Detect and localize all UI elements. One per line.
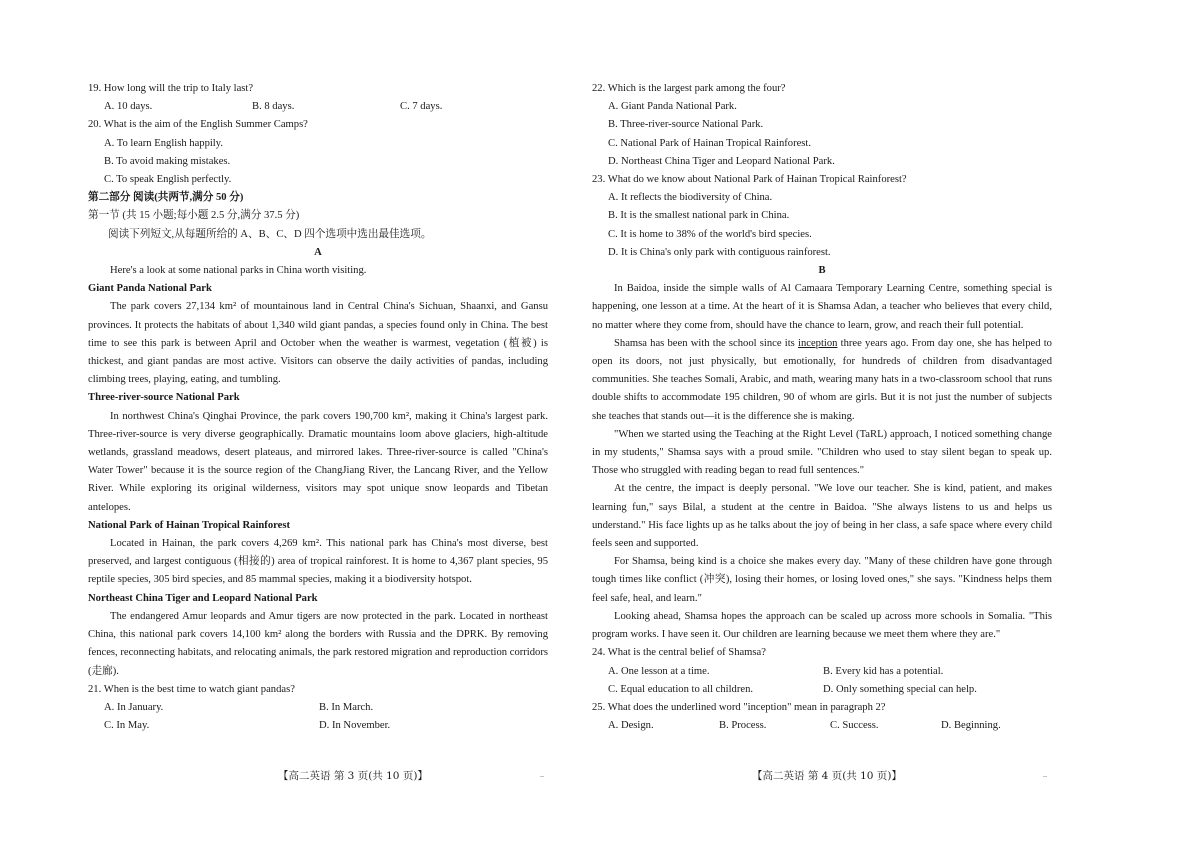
park-title-hainan: National Park of Hainan Tropical Rainforest xyxy=(88,519,290,531)
paragraph-2-before: Shamsa has been with the school since its xyxy=(614,337,799,349)
option-b: B. 8 days. xyxy=(252,101,295,113)
question-25-options xyxy=(592,717,1052,735)
footer-dots-right: .. xyxy=(1043,770,1047,779)
option-b: B. Process. xyxy=(719,720,767,732)
park-title-giant-panda: Giant Panda National Park xyxy=(88,283,212,295)
park-text-three-river: In northwest China's Qinghai Province, the park covers 190,700 km², making it China's largest park. Three-river-source is very diverse geographically. Dramatic mountains loom above glaciers, high-altitude wetlands, grassland meadows, desert plateaus, and mirrored lakes. Three-river-source is called "China's Water Tower" because it is the source region of the ChangJiang River, the Lancang River, and the Yellow River. While exploring its original wilderness, visitors may spot unique snow leopards and Tibetan antelopes. xyxy=(88,410,548,513)
footer-dots-left: .. xyxy=(540,770,544,779)
option-a: A. To learn English happily. xyxy=(104,137,224,149)
option-c: C. 7 days. xyxy=(400,101,443,113)
option-a: A. One lesson at a time. xyxy=(608,665,710,677)
question-24-options-row-1 xyxy=(592,663,1052,681)
option-b: B. To avoid making mistakes. xyxy=(104,155,231,167)
park-text-tiger-leopard: The endangered Amur leopards and Amur tigers are now protected in the park. Located in northeast China, this national park covers 14,100 km² along the borders with Russia and the DPRK. By removing fences, reconnecting habitats, and relocating animals, the park restored migration and reproduction corridors (走廊). xyxy=(88,610,548,677)
option-d: D. It is China's only park with contiguous rainforest. xyxy=(608,246,831,258)
option-a: A. Design. xyxy=(608,720,654,732)
passage-b-paragraph-4: At the centre, the impact is deeply personal. "We love our teacher. She is kind, patient, and makes learning fun," says Bilal, a student at the centre in Baidoa. "She always listens to us and helps us understand." His face lights up as he talks about the joy of being in her class, a safe space where every child feels seen and supported. xyxy=(592,483,1052,550)
park-text-giant-panda: The park covers 27,134 km² of mountainous land in Central China's Sichuan, Shaanxi, and Gansu provinces. It protects the habitats of about 1,340 wild giant pandas, a species found only in China. The best time to see this park is between April and October when the weather is warmest, vegetation (植被) is thickest, and giant pandas are most active. Visitors can observe the daily activities of pandas, including climbing trees, playing, eating, and tumbling. xyxy=(88,301,548,386)
question-25-stem: 25. What does the underlined word "inception" mean in paragraph 2? xyxy=(592,701,886,713)
passage-b-paragraph-2 xyxy=(592,335,1052,426)
question-22-stem: 22. Which is the largest park among the four? xyxy=(592,83,786,94)
question-21-options-row-1 xyxy=(88,699,548,717)
underlined-word-inception: inception xyxy=(798,337,838,349)
option-c: C. In May. xyxy=(104,720,150,732)
option-a: A. 10 days. xyxy=(104,101,153,113)
reading-instruction: 阅读下列短文,从每题所给的 A、B、C、D 四个选项中选出最佳选项。 xyxy=(108,228,432,240)
passage-a-letter: A xyxy=(314,246,322,258)
question-21-options-row-2 xyxy=(88,717,548,735)
option-c: C. It is home to 38% of the world's bird species. xyxy=(608,228,812,240)
question-19-stem: 19. How long will the trip to Italy last? xyxy=(88,83,254,94)
option-a: A. Giant Panda National Park. xyxy=(608,101,737,113)
option-c: C. Success. xyxy=(830,720,879,732)
option-d: D. In November. xyxy=(319,720,391,732)
option-d: D. Beginning. xyxy=(941,720,1001,732)
page-footer-left: 【高二英语 第 3 页(共 10 页)】 xyxy=(278,770,428,782)
option-b: B. It is the smallest national park in China. xyxy=(608,210,790,222)
option-b: B. Three-river-source National Park. xyxy=(608,119,764,131)
passage-a-intro: Here's a look at some national parks in China worth visiting. xyxy=(110,265,367,277)
passage-b-letter: B xyxy=(818,265,826,277)
right-column xyxy=(592,80,1052,735)
park-title-tiger-leopard: Northeast China Tiger and Leopard National Park xyxy=(88,592,318,604)
question-20-stem: 20. What is the aim of the English Summer Camps? xyxy=(88,119,308,131)
park-text-hainan: Located in Hainan, the park covers 4,269 km². This national park has China's most diverse, best preserved, and largest contiguous (相接的) area of tropical rainforest. It is home to 4,367 plant species, 95 reptile species, 305 bird species, and 85 mammal species, making it a biodiversity hotspot. xyxy=(88,538,548,586)
question-24-stem: 24. What is the central belief of Shamsa? xyxy=(592,647,766,659)
option-c: C. Equal education to all children. xyxy=(608,683,754,695)
passage-b-paragraph-3: "When we started using the Teaching at the Right Level (TaRL) approach, I noticed something change in my students," Shamsa says with a proud smile. "Children who used to stay silent began to speak up. Those who struggled with reading began to read full sentences." xyxy=(592,428,1052,477)
option-c: C. National Park of Hainan Tropical Rainforest. xyxy=(608,137,812,149)
question-21-stem: 21. When is the best time to watch giant pandas? xyxy=(88,683,295,695)
option-c: C. To speak English perfectly. xyxy=(104,174,232,186)
passage-b-paragraph-5: For Shamsa, being kind is a choice she makes every day. "Many of these children have gone through tough times like conflict (冲突), losing their homes, or losing loved ones," she says. "Kindness helps them feel safe, heal, and learn." xyxy=(592,556,1052,604)
left-column xyxy=(88,80,548,735)
section-1-title: 第一节 (共 15 小题;每小题 2.5 分,满分 37.5 分) xyxy=(88,210,300,222)
question-23-stem: 23. What do we know about National Park of Hainan Tropical Rainforest? xyxy=(592,174,907,186)
park-title-three-river: Three-river-source National Park xyxy=(88,392,240,404)
option-b: B. Every kid has a potential. xyxy=(823,665,944,677)
option-b: B. In March. xyxy=(319,701,374,713)
question-19-options xyxy=(88,98,548,116)
page-footer-right: 【高二英语 第 4 页(共 10 页)】 xyxy=(752,770,902,782)
part-2-title: 第二部分 阅读(共两节,满分 50 分) xyxy=(88,192,244,204)
paragraph-2-after: three years ago. From day one, she has helped to open its doors, not just physically, but emotionally, for hundreds of children from disadvantaged communities. She teaches Somali, Arabic, and math, wearing many hats in a two-classroom school that runs double shifts to accommodate 195 children, 90 of whom are girls. But it is not just the number of subjects she teaches that stands out—it is the difference she is making. xyxy=(592,337,1052,422)
option-a: A. In January. xyxy=(104,701,164,713)
option-d: D. Northeast China Tiger and Leopard National Park. xyxy=(608,155,835,167)
option-a: A. It reflects the biodiversity of China. xyxy=(608,192,773,204)
option-d: D. Only something special can help. xyxy=(823,683,977,695)
passage-b-paragraph-1: In Baidoa, inside the simple walls of Al Camaara Temporary Learning Centre, something special is happening, one lesson at a time. At the heart of it is Shamsa Adan, a teacher who believes that every child, no matter where they come from, should have the chance to learn, grow, and reach their full potential. xyxy=(592,283,1052,331)
passage-b-paragraph-6: Looking ahead, Shamsa hopes the approach can be scaled up across more schools in Somalia. "This program works. I have seen it. Our children are learning because we meet them where they are." xyxy=(592,610,1052,641)
question-24-options-row-2 xyxy=(592,681,1052,699)
